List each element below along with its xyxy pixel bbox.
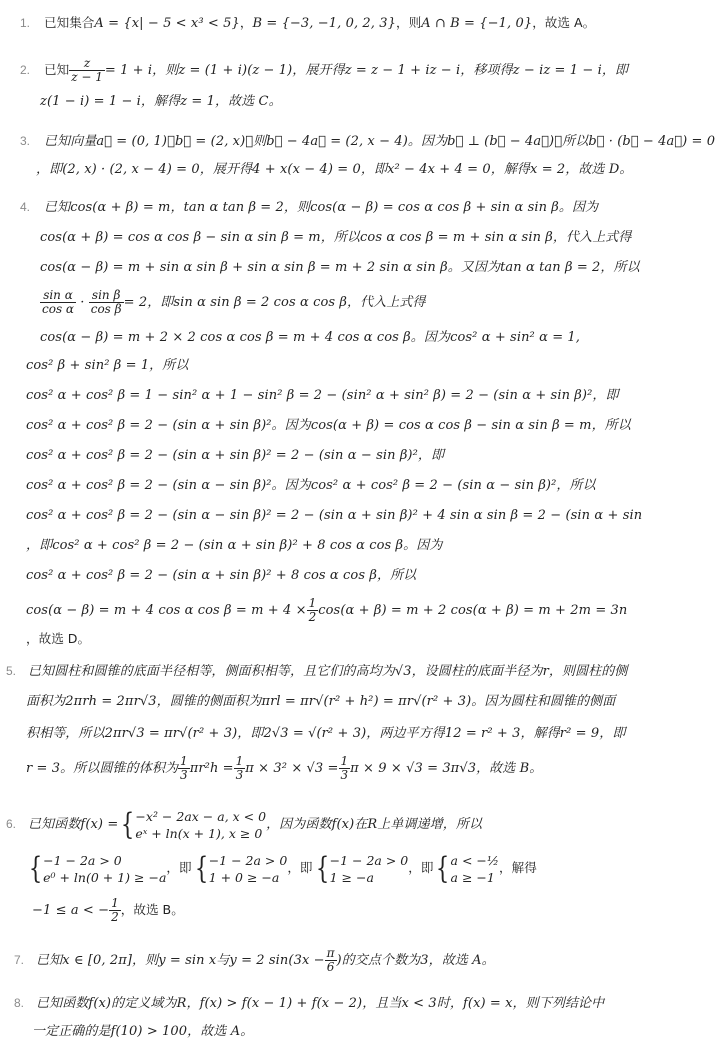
fraction-denominator: 3 (340, 768, 349, 782)
item-4-line-2 (0, 228, 632, 248)
item-number: 6. (6, 817, 17, 831)
case: a < −½ (450, 852, 499, 868)
text: ，即 (408, 860, 434, 875)
math-text: 已知函数f(x)的定义域为R，f(x) > f(x − 1) + f(x − 2)，且当x < 3时，f(x) = x，则下列结论中 (36, 996, 605, 1011)
math-text: cos(α + β) = cos α cos β − sin α sin β = m，所以cos α cos β = m + sin α sin β，代入上式得 (40, 230, 632, 245)
fraction-numerator: sin β (89, 289, 124, 303)
item-6-line-2 (0, 848, 600, 888)
fraction-numerator: 1 (340, 754, 349, 768)
fraction-numerator: z (69, 57, 105, 71)
math-text: 已知x ∈ [0, 2π]，则y = sin x与y = 2 sin(3x − (36, 953, 325, 968)
math-text: cos² α + cos² β = 2 − (sin α − sin β)²。因为cos² α + cos² β = 2 − (sin α − sin β)²，所以 (26, 478, 596, 493)
item-4-line-10 (0, 476, 600, 496)
item-number: 7. (14, 953, 25, 967)
math-text: cos(α − β) = m + 4 cos α cos β = m + 4 × (26, 603, 307, 618)
item-number: 4. (20, 200, 31, 214)
text: ，故选 B。 (120, 902, 184, 917)
math-text: r = 3。所以圆锥的体积为 (26, 761, 179, 776)
fraction-numerator: sin α (40, 289, 76, 303)
item-5-line-1 (0, 662, 628, 682)
math-text: cos(α + β) = m + 2 cos(α + β) = m + 2m = 3n (318, 603, 628, 618)
math-text: cos² α + cos² β = 2 − (sin α + sin β)² + 8 cos α cos β，所以 (26, 568, 417, 583)
math-text: πr²h = (189, 761, 234, 776)
fraction-numerator: π (326, 946, 335, 960)
case: −x² − 2ax − a, x < 0 (135, 808, 267, 824)
fraction (69, 57, 105, 84)
item-2-line-1 (0, 54, 629, 86)
system (43, 852, 166, 886)
case: −1 − 2a > 0 (43, 852, 122, 868)
text: ，解得 (499, 860, 537, 875)
fraction-denominator: 2 (111, 910, 119, 924)
case: 1 ≥ −a (329, 869, 374, 885)
system (209, 852, 288, 886)
math-text: ，即(2, x) · (2, x − 4) = 0，展开得4 + x(x − 4) = 0，即x² − 4x + 4 = 0，解得x = 2，故选 D。 (36, 162, 633, 177)
fraction (89, 289, 124, 316)
fraction-numerator: 1 (111, 896, 119, 910)
fraction-numerator: 1 (180, 754, 188, 768)
math-text: = 1 + i，则z = (1 + i)(z − 1)，展开得z = z − 1 + iz − i，移项得z − iz = 1 − i，即 (104, 63, 629, 78)
item-3-line-2 (0, 160, 633, 180)
math-text: 面积为2πrh = 2πr√3，圆锥的侧面积为πrl = πr√(r² + h²) = πr√(r² + 3)。因为圆柱和圆锥的侧面 (26, 694, 616, 709)
fraction-numerator: 1 (308, 596, 317, 610)
item-4-line-9 (0, 446, 600, 466)
math-text: 已知圆柱和圆锥的底面半径相等，侧面积相等，且它们的高均为√3，设圆柱的底面半径为r，则圆柱的侧 (28, 664, 628, 679)
item-number: 8. (14, 996, 25, 1010)
math-text: 一定正确的是f(10) > 100，故选 A。 (32, 1024, 254, 1039)
math-text: 已知函数f(x) = (28, 817, 119, 832)
item-8-line-1 (0, 994, 605, 1014)
item-4-line-8 (0, 416, 631, 436)
item-3-line-1 (0, 132, 715, 152)
system (330, 852, 409, 886)
item-4-line-12 (0, 536, 600, 556)
math-text: cos(α − β) = m + 2 × 2 cos α cos β = m + 4 cos α cos β。因为cos² α + sin² α = 1, (40, 330, 581, 345)
fraction-denominator: z − 1 (71, 70, 103, 84)
brace: { (436, 850, 450, 886)
item-8-line-2 (0, 1022, 600, 1042)
math-text: = 2，即sin α sin β = 2 cos α cos β，代入上式得 (123, 295, 426, 310)
math-text: 积相等，所以2πr√3 = πr√(r² + 3)，即2√3 = √(r² + 3)，两边平方得12 = r² + 3，解得r² = 9，即 (26, 726, 626, 741)
item-6-line-1 (0, 804, 600, 844)
math-text: π × 3² × √3 = (245, 761, 339, 776)
text: 已知 (44, 62, 70, 77)
fraction (40, 289, 76, 316)
case: e⁰ + ln(0 + 1) ≥ −a (43, 869, 167, 885)
math-text: cos² α + cos² β = 1 − sin² α + 1 − sin² β = 2 − (sin² α + sin² β) = 2 − (sin α + sin β)²，即 (26, 388, 619, 403)
fraction (178, 755, 190, 782)
math-text: )的交点个数为3，故选 A。 (336, 953, 495, 968)
system (451, 852, 499, 886)
fraction (325, 947, 337, 974)
text: ，故选 D。 (26, 631, 91, 646)
fraction-denominator: 2 (308, 610, 317, 624)
item-5-line-2 (0, 692, 616, 712)
math-text: cos² α + cos² β = 2 − (sin α − sin β)² = 2 − (sin α + sin β)² + 4 sin α sin β = 2 − (sin α + sin (26, 508, 643, 523)
fraction-denominator: cos α (42, 302, 75, 316)
fraction-denominator: 3 (235, 768, 244, 782)
fraction (307, 597, 319, 624)
text: ， (239, 15, 253, 30)
item-4-line-4: $\frac{\text{sin α}}{\text{cos α}}$ · $\frac{\text{sin β}}{\text{cos β}}$ = 2，即sin α sin β = 2 cos α cos β，代入上式得 (42, 288, 426, 316)
brace: { (315, 850, 329, 886)
item-number: 3. (20, 134, 31, 148)
text: 已知集合 (44, 15, 95, 30)
item-2-line-2 (0, 92, 600, 112)
case: 1 + 0 ≥ −a (208, 869, 280, 885)
math-text: −1 ≤ a < − (32, 903, 110, 918)
math-text: cos(α − β) = m + sin α sin β + sin α sin β = m + 2 sin α sin β。又因为tan α tan β = 2，所以 (40, 260, 640, 275)
math: B = {−3, −1, 0, 2, 3} (252, 16, 397, 31)
brace: { (121, 806, 135, 842)
item-number: 1. (20, 16, 31, 30)
math-text: 已知向量a⃗ = (0, 1)，b⃗ = (2, x)，则b⃗ − 4a⃗ = (2, x − 4)。因为b⃗ ⊥ (b⃗ − 4a⃗)，所以b⃗ · (b⃗ − 4a⃗) = 0 (44, 134, 715, 149)
item-4-line-15 (0, 630, 600, 650)
text: ，即 (166, 860, 192, 875)
item-4-line-3 (0, 258, 640, 278)
item-5-line-4 (0, 750, 600, 786)
piecewise (135, 808, 266, 842)
fraction (109, 897, 121, 924)
case: a ≥ −1 (450, 869, 495, 885)
text: ，故选 A。 (532, 15, 596, 30)
case: −1 − 2a > 0 (329, 852, 409, 868)
item-number: 5. (6, 664, 17, 678)
fraction (339, 755, 351, 782)
item-6-line-3 (0, 892, 600, 928)
item-4-line-5 (0, 328, 600, 348)
item-number: 2. (20, 63, 31, 77)
item-4-line-13 (0, 566, 600, 586)
fraction-denominator: 3 (180, 768, 188, 782)
math-text: 已知cos(α + β) = m，tan α tan β = 2，则cos(α − β) = cos α cos β + sin α sin β。因为 (44, 200, 599, 215)
math-text: ，即cos² α + cos² β = 2 − (sin α + sin β)² + 8 cos α cos β。因为 (26, 538, 443, 553)
fraction-numerator: 1 (235, 754, 244, 768)
item-1-line-1 (0, 14, 600, 34)
item-5-line-3 (0, 724, 626, 744)
brace: { (194, 850, 208, 886)
item-4-line-1 (0, 198, 600, 218)
item-4-line-14 (0, 592, 628, 628)
item-4-line-6 (0, 356, 600, 376)
math-text: cos² α + cos² β = 2 − (sin α + sin β)² = 2 − (sin α − sin β)²，即 (26, 448, 445, 463)
math-text: π × 9 × √3 = 3π√3，故选 B。 (350, 761, 543, 776)
fraction (234, 755, 246, 782)
fraction-denominator: 6 (326, 960, 335, 974)
math: A ∩ B = {−1, 0} (421, 16, 533, 31)
math-text: cos² α + cos² β = 2 − (sin α + sin β)²。因为cos(α + β) = cos α cos β − sin α sin β = m，所以 (26, 418, 631, 433)
text: ，即 (287, 860, 313, 875)
case: −1 − 2a > 0 (208, 852, 288, 868)
item-7-line-1 (0, 942, 600, 978)
case: eˣ + ln(x + 1), x ≥ 0 (135, 825, 263, 841)
text: ，则 (396, 15, 422, 30)
math: A = {x| − 5 < x³ < 5} (94, 16, 240, 31)
math-text: cos² β + sin² β = 1，所以 (26, 358, 189, 373)
item-4-line-11 (0, 506, 643, 526)
math-text: z(1 − i) = 1 − i，解得z = 1，故选 C。 (40, 94, 282, 109)
math-text: ，因为函数f(x)在R上单调递增，所以 (266, 817, 483, 832)
item-4-line-7 (0, 386, 619, 406)
fraction-denominator: cos β (90, 302, 122, 316)
brace: { (28, 850, 43, 886)
